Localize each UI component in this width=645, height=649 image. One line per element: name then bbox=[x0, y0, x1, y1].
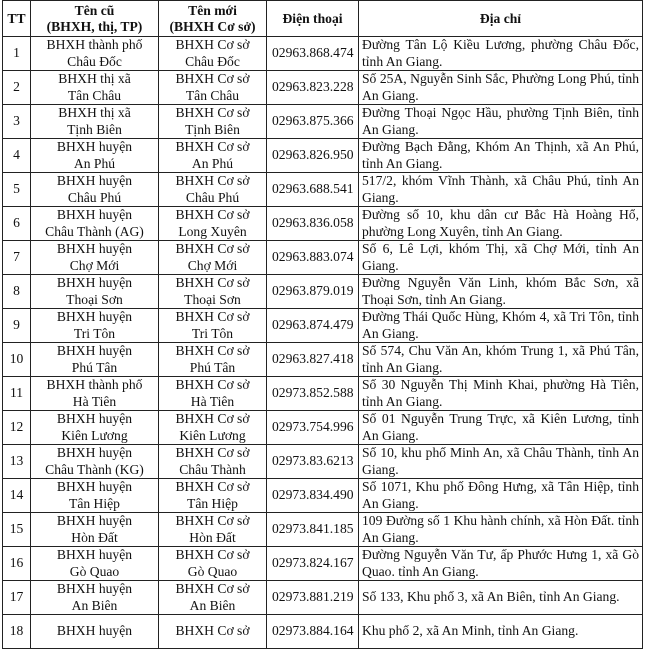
phone-cell: 02973.824.167 bbox=[267, 547, 359, 581]
table-row bbox=[3, 411, 643, 445]
new-name-cell bbox=[159, 377, 267, 411]
new-name-line2: Tân Châu bbox=[185, 87, 240, 103]
phone-cell: 02973.841.185 bbox=[267, 513, 359, 547]
new-name-line1: BHXH Cơ sở bbox=[175, 275, 250, 290]
phone-cell: 02963.836.058 bbox=[267, 207, 359, 241]
table-row bbox=[3, 37, 643, 71]
old-name-cell bbox=[31, 445, 159, 479]
old-name-line2: Châu Thành (AG) bbox=[45, 223, 144, 239]
new-name-cell bbox=[159, 615, 267, 649]
table-row bbox=[3, 547, 643, 581]
old-name-line1: BHXH huyện bbox=[56, 173, 133, 188]
old-name-line2: Tân Châu bbox=[67, 87, 122, 103]
old-name-line1: BHXH thành phố bbox=[46, 377, 143, 392]
old-name-cell bbox=[31, 615, 159, 649]
phone-cell: 02963.823.228 bbox=[267, 71, 359, 105]
address-cell: Đường Nguyễn Văn Tư, ấp Phước Hưng 1, xã Gò Quao. tỉnh An Giang. bbox=[359, 547, 643, 581]
new-name-line2: Châu Thành bbox=[179, 461, 246, 477]
row-number: 6 bbox=[3, 207, 31, 241]
phone-cell: 02963.688.541 bbox=[267, 173, 359, 207]
new-name-cell bbox=[159, 37, 267, 71]
address-cell: Số 1071, Khu phố Đông Hưng, xã Tân Hiệp, tỉnh An Giang. bbox=[359, 479, 643, 513]
table-row bbox=[3, 173, 643, 207]
new-name-line1: BHXH Cơ sở bbox=[175, 343, 250, 358]
old-name-line1: BHXH huyện bbox=[56, 479, 133, 494]
address-cell: Đường Thoại Ngọc Hầu, phường Tịnh Biên, tỉnh An Giang. bbox=[359, 105, 643, 139]
row-number: 18 bbox=[3, 615, 31, 649]
new-name-cell bbox=[159, 207, 267, 241]
table-row bbox=[3, 513, 643, 547]
table-row bbox=[3, 615, 643, 649]
old-name-line1: BHXH huyện bbox=[56, 623, 133, 639]
row-number: 1 bbox=[3, 37, 31, 71]
new-name-cell bbox=[159, 513, 267, 547]
new-name-cell bbox=[159, 71, 267, 105]
old-name-line1: BHXH huyện bbox=[56, 513, 133, 528]
header-address: Địa chỉ bbox=[359, 1, 643, 37]
table-row bbox=[3, 581, 643, 615]
new-name-line1: BHXH Cơ sở bbox=[175, 445, 250, 460]
header-phone: Điện thoại bbox=[267, 1, 359, 37]
table-row bbox=[3, 139, 643, 173]
header-new-name-line2: (BHXH Cơ sở) bbox=[169, 18, 256, 34]
old-name-cell bbox=[31, 275, 159, 309]
old-name-line1: BHXH huyện bbox=[56, 139, 133, 154]
new-name-cell bbox=[159, 479, 267, 513]
row-number: 4 bbox=[3, 139, 31, 173]
old-name-cell bbox=[31, 377, 159, 411]
table-row bbox=[3, 275, 643, 309]
phone-cell: 02963.868.474 bbox=[267, 37, 359, 71]
new-name-cell bbox=[159, 411, 267, 445]
header-old-name-line2: (BHXH, thị, TP) bbox=[46, 18, 143, 34]
old-name-line1: BHXH thành phố bbox=[46, 37, 143, 52]
new-name-line2: Phú Tân bbox=[189, 359, 236, 375]
row-number: 13 bbox=[3, 445, 31, 479]
table-row bbox=[3, 207, 643, 241]
new-name-line1: BHXH Cơ sở bbox=[175, 377, 250, 392]
phone-cell: 02963.883.074 bbox=[267, 241, 359, 275]
address-cell: 109 Đường số 1 Khu hành chính, xã Hòn Đất. tỉnh An Giang. bbox=[359, 513, 643, 547]
new-name-line1: BHXH Cơ sở bbox=[175, 207, 250, 222]
old-name-cell bbox=[31, 581, 159, 615]
old-name-line1: BHXH huyện bbox=[56, 207, 133, 222]
new-name-cell bbox=[159, 139, 267, 173]
new-name-line2: Chợ Mới bbox=[187, 257, 238, 273]
old-name-line1: BHXH huyện bbox=[56, 309, 133, 324]
phone-cell: 02963.875.366 bbox=[267, 105, 359, 139]
old-name-cell bbox=[31, 105, 159, 139]
phone-cell: 02963.827.418 bbox=[267, 343, 359, 377]
address-cell: Số 30 Nguyễn Thị Minh Khai, phường Hà Tiên, tỉnh An Giang. bbox=[359, 377, 643, 411]
old-name-line1: BHXH huyện bbox=[56, 241, 133, 256]
phone-cell: 02963.879.019 bbox=[267, 275, 359, 309]
new-name-line2: Châu Đốc bbox=[185, 53, 240, 69]
address-cell: Đường Thái Quốc Hùng, Khóm 4, xã Tri Tôn, tỉnh An Giang. bbox=[359, 309, 643, 343]
office-directory-table bbox=[2, 0, 643, 649]
new-name-cell bbox=[159, 309, 267, 343]
old-name-line2: Tân Hiệp bbox=[69, 495, 120, 511]
header-new-name-line1: Tên mới bbox=[188, 2, 237, 18]
header-old-name bbox=[31, 1, 159, 37]
new-name-line1: BHXH Cơ sở bbox=[175, 309, 250, 324]
old-name-cell bbox=[31, 309, 159, 343]
new-name-line1: BHXH Cơ sở bbox=[175, 71, 250, 86]
old-name-line2: Tịnh Biên bbox=[67, 121, 122, 137]
row-number: 8 bbox=[3, 275, 31, 309]
address-cell: Số 01 Nguyễn Trung Trực, xã Kiên Lương, tỉnh An Giang. bbox=[359, 411, 643, 445]
row-number: 16 bbox=[3, 547, 31, 581]
old-name-line1: BHXH huyện bbox=[56, 275, 133, 290]
new-name-cell bbox=[159, 173, 267, 207]
old-name-cell bbox=[31, 513, 159, 547]
table-row bbox=[3, 241, 643, 275]
new-name-line2: Kiên Lương bbox=[179, 427, 246, 443]
new-name-line1: BHXH Cơ sở bbox=[175, 241, 250, 256]
old-name-line1: BHXH huyện bbox=[56, 343, 133, 358]
phone-cell: 02973.884.164 bbox=[267, 615, 359, 649]
address-cell: Số 10, khu phố Minh An, xã Châu Thành, tỉnh An Giang. bbox=[359, 445, 643, 479]
row-number: 9 bbox=[3, 309, 31, 343]
new-name-line2: Tịnh Biên bbox=[185, 121, 240, 137]
table-row bbox=[3, 377, 643, 411]
row-number: 3 bbox=[3, 105, 31, 139]
new-name-line1: BHXH Cơ sở bbox=[175, 105, 250, 120]
old-name-line2: Hòn Đất bbox=[71, 529, 118, 545]
old-name-cell bbox=[31, 139, 159, 173]
old-name-line2: Chợ Mới bbox=[69, 257, 120, 273]
phone-cell: 02973.83.6213 bbox=[267, 445, 359, 479]
row-number: 10 bbox=[3, 343, 31, 377]
row-number: 15 bbox=[3, 513, 31, 547]
new-name-line2: Thoại Sơn bbox=[184, 291, 241, 307]
old-name-cell bbox=[31, 547, 159, 581]
new-name-line1: BHXH Cơ sở bbox=[175, 37, 250, 52]
row-number: 12 bbox=[3, 411, 31, 445]
new-name-line1: BHXH Cơ sở bbox=[175, 173, 250, 188]
table-row bbox=[3, 343, 643, 377]
address-cell: Số 25A, Nguyễn Sinh Sắc, Phường Long Phú, tỉnh An Giang. bbox=[359, 71, 643, 105]
old-name-line2: Châu Thành (KG) bbox=[45, 461, 144, 477]
old-name-line1: BHXH thị xã bbox=[58, 71, 131, 86]
new-name-line1: BHXH Cơ sở bbox=[175, 513, 250, 528]
address-cell: Đường Nguyễn Văn Linh, khóm Bắc Sơn, xã Thoại Sơn, tỉnh An Giang. bbox=[359, 275, 643, 309]
table-row bbox=[3, 479, 643, 513]
address-cell: Số 133, Khu phố 3, xã An Biên, tỉnh An Giang. bbox=[359, 581, 643, 615]
old-name-cell bbox=[31, 71, 159, 105]
address-cell: Đường số 10, khu dân cư Bắc Hà Hoàng Hổ, phường Long Xuyên, tỉnh An Giang. bbox=[359, 207, 643, 241]
phone-cell: 02963.826.950 bbox=[267, 139, 359, 173]
old-name-line2: Gò Quao bbox=[69, 563, 120, 579]
header-new-name bbox=[159, 1, 267, 37]
row-number: 11 bbox=[3, 377, 31, 411]
new-name-line1: BHXH Cơ sở bbox=[175, 581, 250, 596]
new-name-line1: BHXH Cơ sở bbox=[175, 411, 250, 426]
new-name-line2: Hà Tiên bbox=[190, 393, 235, 409]
address-cell: Đường Tân Lộ Kiều Lương, phường Châu Đốc, tỉnh An Giang. bbox=[359, 37, 643, 71]
old-name-cell bbox=[31, 241, 159, 275]
old-name-line1: BHXH huyện bbox=[56, 581, 133, 596]
old-name-line2: Kiên Lương bbox=[61, 427, 128, 443]
address-cell: Đường Bạch Đằng, Khóm An Thịnh, xã An Phú, tỉnh An Giang. bbox=[359, 139, 643, 173]
new-name-line1: BHXH Cơ sở bbox=[175, 623, 250, 639]
new-name-cell bbox=[159, 343, 267, 377]
new-name-line2: Châu Phú bbox=[185, 189, 240, 205]
new-name-line2: Long Xuyên bbox=[178, 223, 247, 239]
row-number: 17 bbox=[3, 581, 31, 615]
old-name-line1: BHXH huyện bbox=[56, 445, 133, 460]
row-number: 2 bbox=[3, 71, 31, 105]
phone-cell: 02973.754.996 bbox=[267, 411, 359, 445]
table-body bbox=[3, 37, 643, 649]
old-name-cell bbox=[31, 207, 159, 241]
table-row bbox=[3, 71, 643, 105]
new-name-cell bbox=[159, 547, 267, 581]
old-name-cell bbox=[31, 479, 159, 513]
old-name-cell bbox=[31, 37, 159, 71]
address-cell: 517/2, khóm Vĩnh Thành, xã Châu Phú, tỉnh An Giang. bbox=[359, 173, 643, 207]
new-name-cell bbox=[159, 275, 267, 309]
old-name-line2: An Phú bbox=[73, 155, 116, 171]
new-name-line1: BHXH Cơ sở bbox=[175, 139, 250, 154]
new-name-line1: BHXH Cơ sở bbox=[175, 479, 250, 494]
table-row bbox=[3, 445, 643, 479]
old-name-line2: Tri Tôn bbox=[73, 325, 116, 341]
new-name-line2: Tri Tôn bbox=[191, 325, 234, 341]
old-name-line2: Phú Tân bbox=[71, 359, 118, 375]
old-name-line1: BHXH huyện bbox=[56, 411, 133, 426]
new-name-line2: Hòn Đất bbox=[189, 529, 236, 545]
old-name-line2: Hà Tiên bbox=[72, 393, 117, 409]
old-name-cell bbox=[31, 343, 159, 377]
address-cell: Số 6, Lê Lợi, khóm Thị, xã Chợ Mới, tỉnh An Giang. bbox=[359, 241, 643, 275]
phone-cell: 02973.852.588 bbox=[267, 377, 359, 411]
old-name-line2: Châu Đốc bbox=[67, 53, 122, 69]
row-number: 5 bbox=[3, 173, 31, 207]
row-number: 14 bbox=[3, 479, 31, 513]
new-name-line2: Gò Quao bbox=[187, 563, 238, 579]
old-name-line2: Thoại Sơn bbox=[66, 291, 123, 307]
new-name-line2: An Biên bbox=[189, 597, 236, 613]
address-cell: Khu phố 2, xã An Minh, tỉnh An Giang. bbox=[359, 615, 643, 649]
old-name-line1: BHXH thị xã bbox=[58, 105, 131, 120]
table-header-row bbox=[3, 1, 643, 37]
old-name-cell bbox=[31, 173, 159, 207]
old-name-line2: Châu Phú bbox=[67, 189, 122, 205]
new-name-line2: Tân Hiệp bbox=[187, 495, 238, 511]
new-name-line1: BHXH Cơ sở bbox=[175, 547, 250, 562]
new-name-cell bbox=[159, 445, 267, 479]
phone-cell: 02973.881.219 bbox=[267, 581, 359, 615]
header-tt: TT bbox=[3, 1, 31, 37]
address-cell: Số 574, Chu Văn An, khóm Trung 1, xã Phú Tân, tỉnh An Giang. bbox=[359, 343, 643, 377]
old-name-line1: BHXH huyện bbox=[56, 547, 133, 562]
table-row bbox=[3, 105, 643, 139]
phone-cell: 02963.874.479 bbox=[267, 309, 359, 343]
table-row bbox=[3, 309, 643, 343]
new-name-cell bbox=[159, 241, 267, 275]
old-name-line2: An Biên bbox=[71, 597, 118, 613]
new-name-cell bbox=[159, 105, 267, 139]
row-number: 7 bbox=[3, 241, 31, 275]
new-name-line2: An Phú bbox=[191, 155, 234, 171]
new-name-cell bbox=[159, 581, 267, 615]
old-name-cell bbox=[31, 411, 159, 445]
header-old-name-line1: Tên cũ bbox=[74, 2, 115, 18]
phone-cell: 02973.834.490 bbox=[267, 479, 359, 513]
